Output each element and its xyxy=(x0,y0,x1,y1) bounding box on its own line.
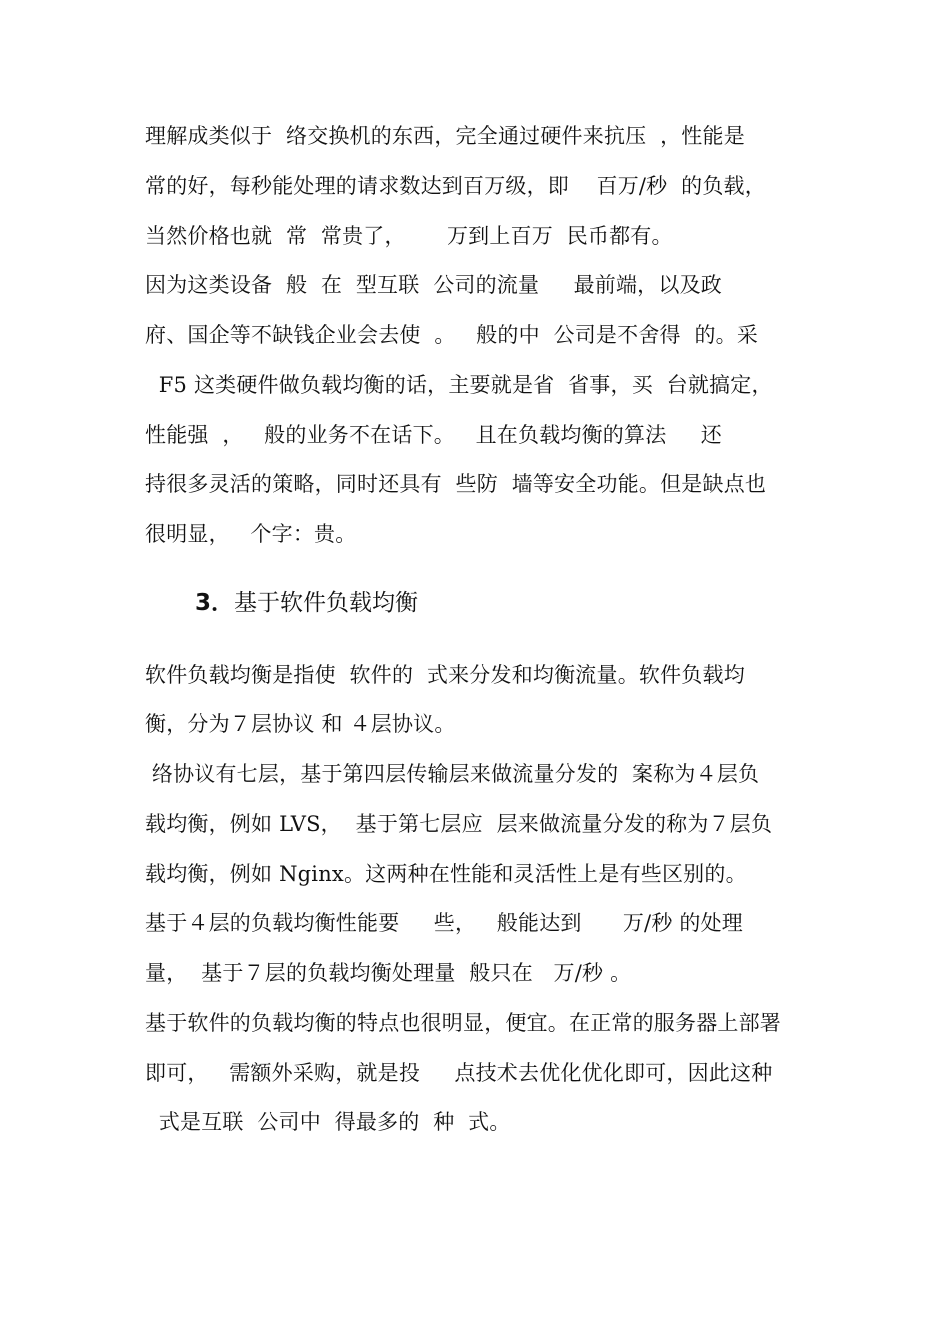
section-heading xyxy=(195,587,418,619)
body-text-line: 持很多灵活的策略，同时还具有 些防 墙等安全功能。但是缺点也 xyxy=(145,472,767,496)
body-text-line: 基于软件的负载均衡的特点也很明显，便宜。在正常的服务器上部署 xyxy=(145,1011,781,1035)
body-text-line: 即可， 需额外采购，就是投 点技术去优化优化即可，因此这种 xyxy=(145,1061,773,1085)
body-text-line: 式是互联 公司中 得最多的 种 式。 xyxy=(145,1110,511,1134)
body-text-line: 载均衡，例如 LVS， 基于第七层应 层来做流量分发的称为７层负 xyxy=(145,812,773,836)
body-text-line: 当然价格也就 常 常贵了， 万到上百万 民币都有。 xyxy=(145,224,673,248)
body-text-line: 载均衡，例如 Nginx。这两种在性能和灵活性上是有些区别的。 xyxy=(145,862,747,886)
body-text-line: 很明显， 个字：贵。 xyxy=(145,522,357,546)
body-text-line: 因为这类设备 般 在 型互联 公司的流量 最前端，以及政 xyxy=(145,273,722,297)
body-text-line: 性能强 ， 般的业务不在话下。 且在负载均衡的算法 还 xyxy=(145,423,722,447)
section-title: 基于软件负载均衡 xyxy=(234,590,419,616)
body-text-line: 基于４层的负载均衡性能要 些， 般能达到 万/秒 的处理 xyxy=(145,911,744,935)
section-number: 3． xyxy=(195,590,235,616)
body-text-line: 府、国企等不缺钱企业会去使 。 般的中 公司是不舍得 的。采 xyxy=(145,323,759,347)
body-text-line: 量， 基于７层的负载均衡处理量 般只在 万/秒 。 xyxy=(145,961,632,985)
body-text-line: 络协议有七层，基于第四层传输层来做流量分发的 案称为４层负 xyxy=(145,762,760,786)
body-text-line: 理解成类似于 络交换机的东西，完全通过硬件来抗压 ，性能是 xyxy=(145,124,745,148)
body-text-line: 软件负载均衡是指使 软件的 式来分发和均衡流量。软件负载均 xyxy=(145,663,745,687)
body-text-line: 常的好，每秒能处理的请求数达到百万级，即 百万/秒 的负载， xyxy=(145,174,766,198)
body-text-line: F5 这类硬件做负载均衡的话，主要就是省 省事，买 台就搞定， xyxy=(145,373,773,397)
body-text-line: 衡，分为７层协议 和 ４层协议。 xyxy=(145,712,456,736)
